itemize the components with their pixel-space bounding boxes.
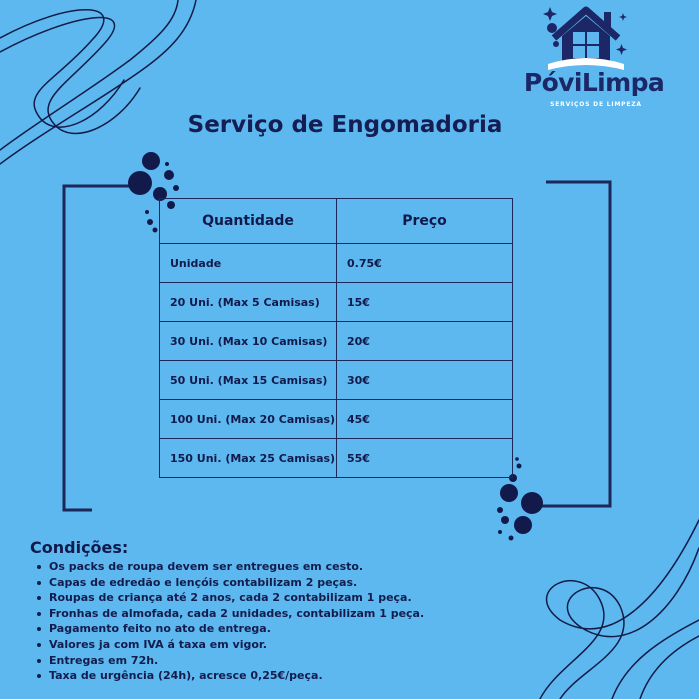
list-item: Os packs de roupa devem ser entregues em cesto. xyxy=(49,559,424,575)
bubble xyxy=(173,185,179,191)
list-item: Fronhas de almofada, cada 2 unidades, contabilizam 1 peça. xyxy=(49,606,425,620)
bracket-left xyxy=(64,186,134,510)
bubble xyxy=(517,464,522,469)
bubble xyxy=(164,170,174,180)
swirl-line-bottom-right xyxy=(640,636,699,699)
bubble xyxy=(147,219,153,225)
quantity-cell: Unidade xyxy=(160,244,337,283)
swirl-line-bottom-right xyxy=(612,620,699,699)
column-header-quantity: Quantidade xyxy=(160,199,337,244)
table-row xyxy=(160,361,513,400)
price-table xyxy=(159,198,513,478)
quantity-cell: 20 Uni. (Max 5 Camisas) xyxy=(160,283,337,322)
house-logo-icon xyxy=(542,4,628,72)
brand-tagline: SERVIÇOS DE LIMPEZA xyxy=(550,101,642,108)
quantity-cell: 150 Uni. (Max 25 Camisas) xyxy=(160,439,337,478)
conditions-title: Condições: xyxy=(30,538,129,557)
column-header-price: Preço xyxy=(337,199,513,244)
price-cell: 30€ xyxy=(337,361,513,400)
swirl-line-bottom-right xyxy=(540,520,699,699)
list-item: Roupas de criança até 2 anos, cada 2 contabilizam 1 peça. xyxy=(49,590,424,606)
table-row xyxy=(160,322,513,361)
price-cell: 0.75€ xyxy=(337,244,513,283)
conditions-list xyxy=(49,559,424,684)
quantity-cell: 50 Uni. (Max 15 Camisas) xyxy=(160,361,337,400)
bubble xyxy=(509,536,514,541)
page-title: Serviço de Engomadoria xyxy=(187,112,503,138)
table-row xyxy=(160,439,513,478)
table-row xyxy=(160,244,513,283)
bubble xyxy=(521,492,543,514)
price-cell: 20€ xyxy=(337,322,513,361)
table-row xyxy=(160,283,513,322)
quantity-cell: 30 Uni. (Max 10 Camisas) xyxy=(160,322,337,361)
price-cell: 45€ xyxy=(337,400,513,439)
list-item: Valores ja com IVA á taxa em vigor. xyxy=(49,637,424,653)
bracket-right xyxy=(540,182,610,506)
list-item: Taxa de urgência (24h), acresce 0,25€/peça. xyxy=(49,668,424,684)
bubble xyxy=(165,162,169,166)
brand-logo xyxy=(518,4,668,116)
bubble xyxy=(153,228,158,233)
list-item: Capas de edredão e lençóis contabilizam 2 peças. xyxy=(49,575,424,591)
bubble xyxy=(500,484,518,502)
swirl-line-top-left xyxy=(0,0,196,164)
bubble xyxy=(514,516,532,534)
list-item: Entregas em 72h. xyxy=(49,653,424,669)
swirl-line-bottom-right xyxy=(560,548,699,699)
swirl-line-top-left xyxy=(0,10,124,127)
price-cell: 55€ xyxy=(337,439,513,478)
bubble xyxy=(128,171,152,195)
bubble xyxy=(145,210,149,214)
list-item: Pagamento feito no ato de entrega. xyxy=(49,621,424,637)
bubble xyxy=(515,457,519,461)
table-row xyxy=(160,400,513,439)
bubble xyxy=(501,516,509,524)
bubble xyxy=(142,152,160,170)
price-cell: 15€ xyxy=(337,283,513,322)
bubble xyxy=(498,530,502,534)
brand-name: PóviLimpa xyxy=(523,68,665,97)
quantity-cell: 100 Uni. (Max 20 Camisas) xyxy=(160,400,337,439)
bubble xyxy=(497,507,503,513)
table-header-row xyxy=(160,199,513,244)
